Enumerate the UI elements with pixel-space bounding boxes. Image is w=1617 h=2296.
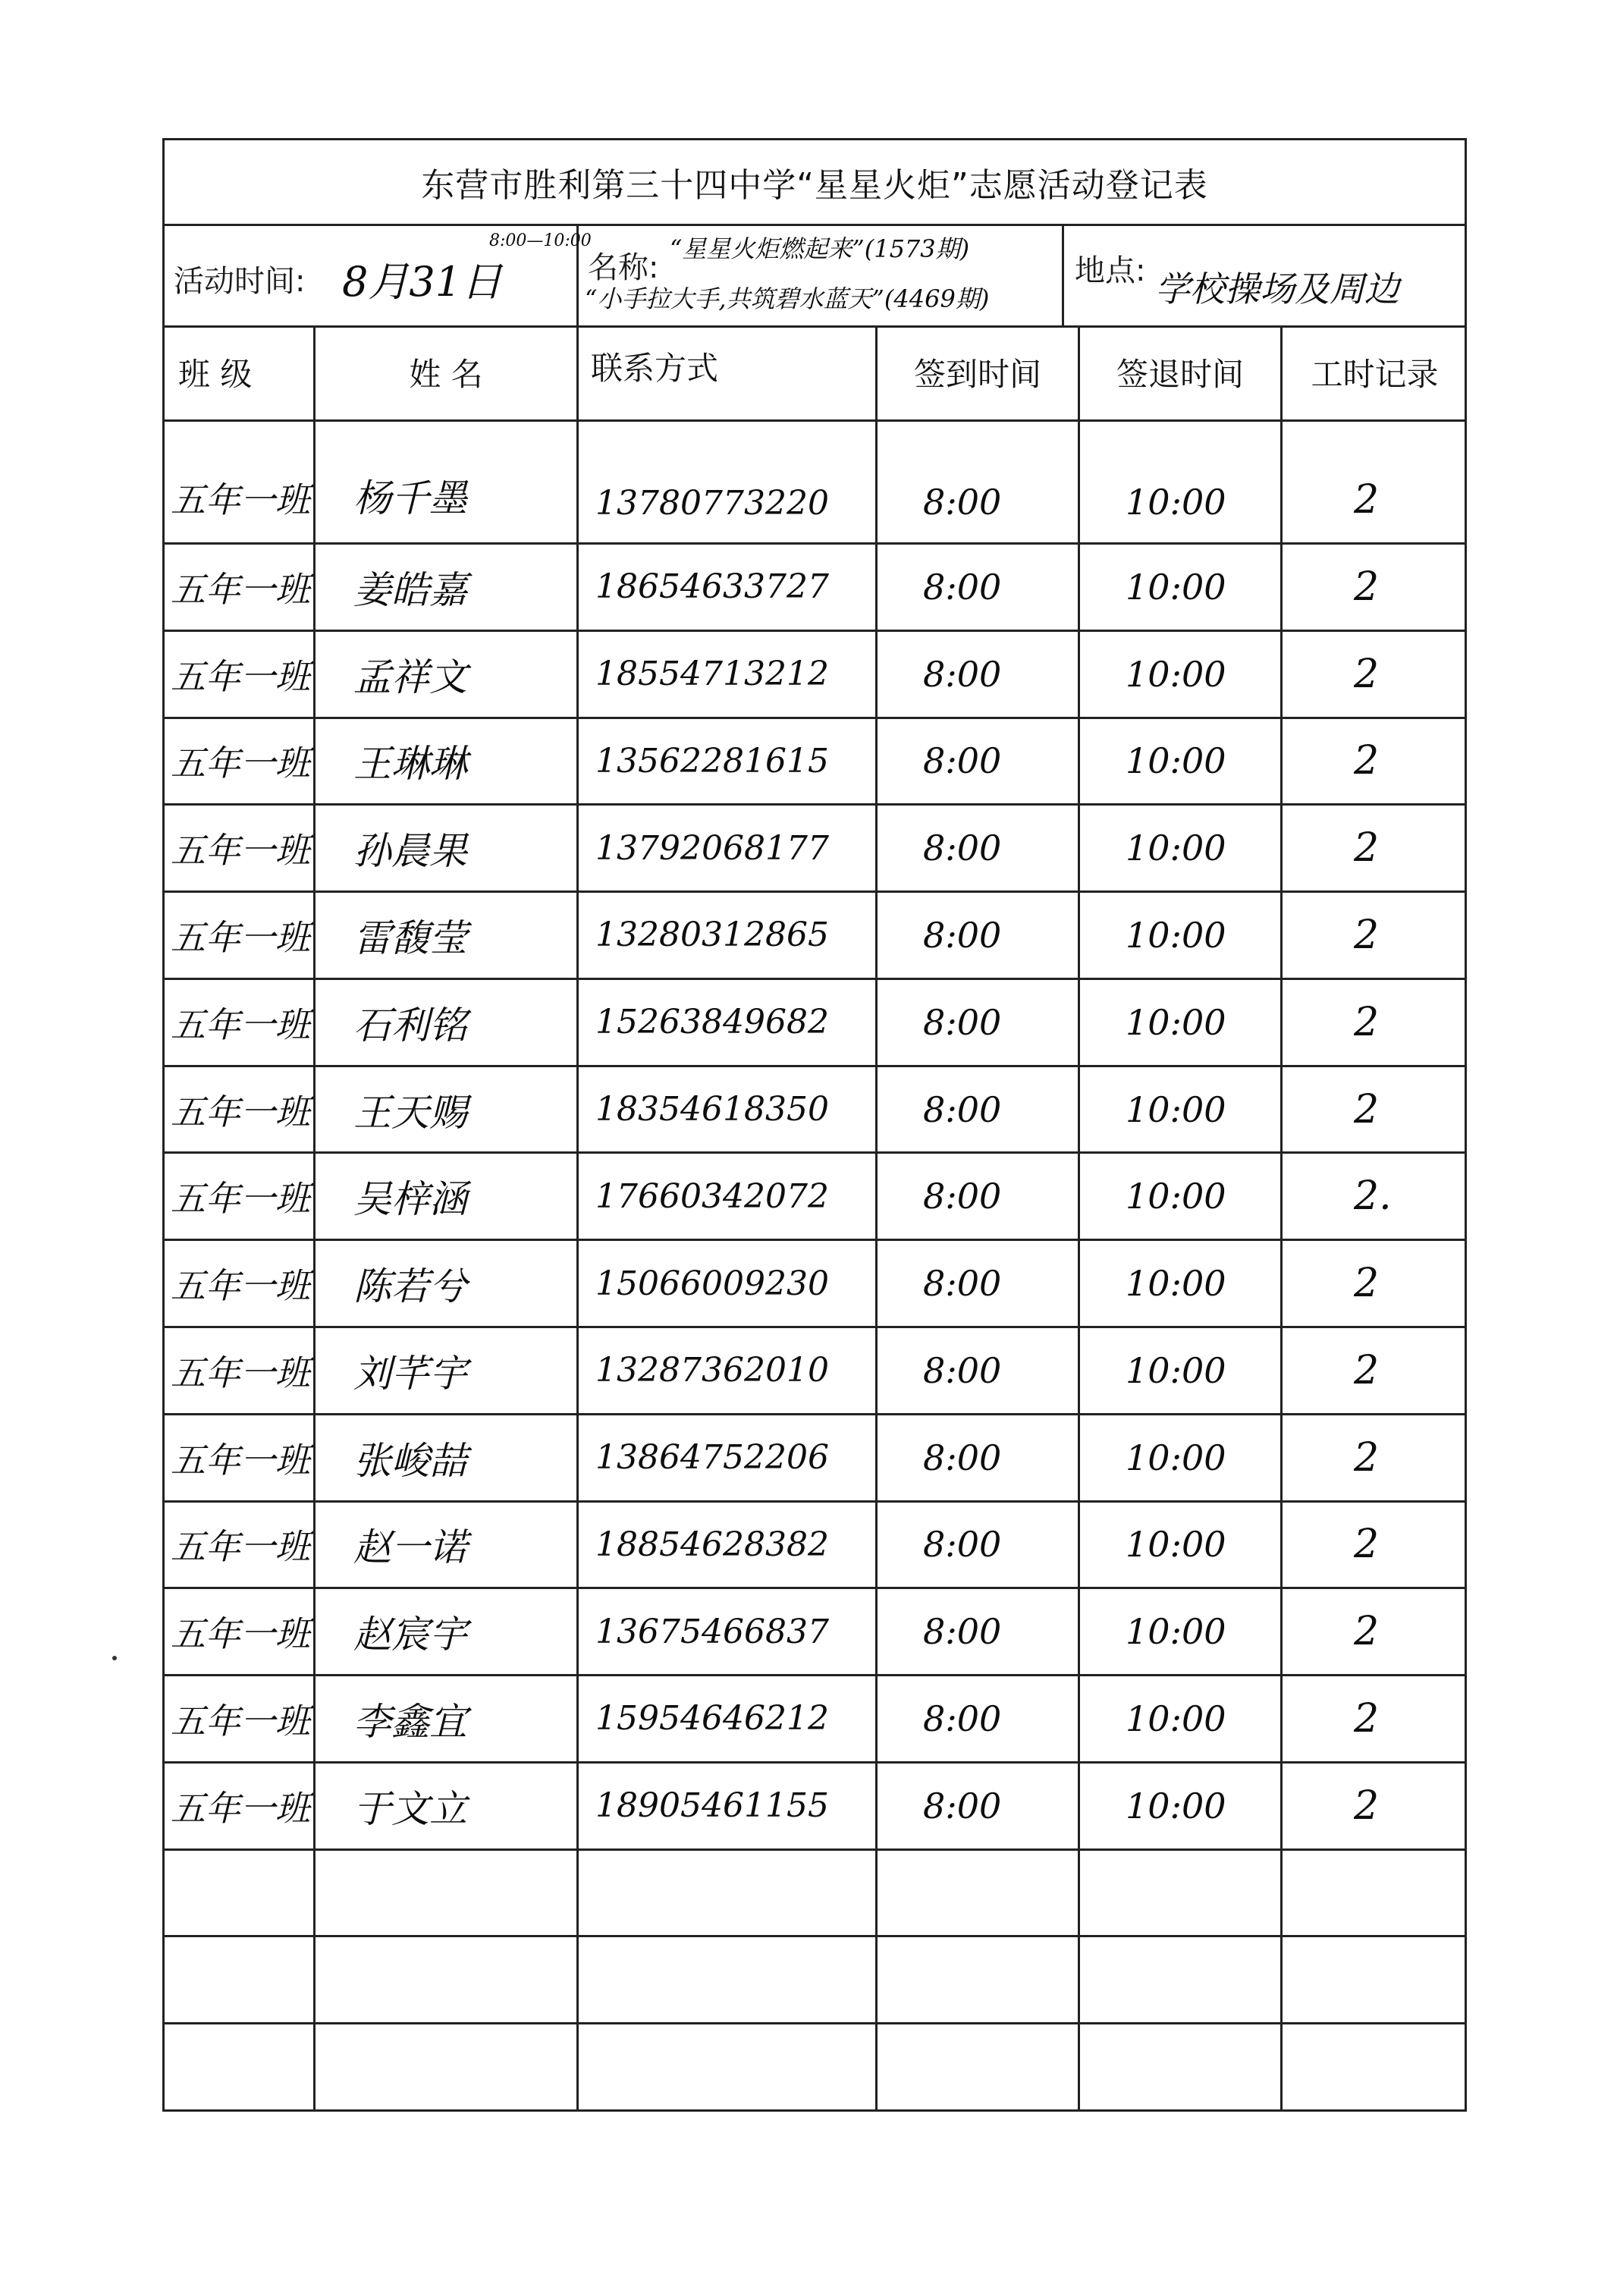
cell-sign-out: 10:00	[1126, 1263, 1226, 1305]
empty-row	[165, 1937, 1465, 2024]
cell-sign-in: 8:00	[923, 914, 1002, 956]
cell-sign-in: 8:00	[923, 1001, 1002, 1043]
cell-class: 五年一班	[171, 916, 310, 958]
cell-class: 五年一班	[171, 1700, 310, 1742]
cell-sign-out: 10:00	[1126, 828, 1226, 869]
cell-class: 五年一班	[171, 1439, 310, 1481]
table-row	[165, 806, 1465, 893]
table-row	[165, 419, 1465, 545]
stray-mark	[112, 1656, 117, 1660]
header-sign-in: 签到时间	[878, 325, 1080, 419]
cell-phone: 18654633727	[595, 567, 829, 607]
cell-sign-in: 8:00	[923, 740, 1002, 782]
cell-class: 五年一班	[171, 1787, 310, 1829]
activity-time-label: 活动时间:	[174, 264, 306, 299]
cell-class: 五年一班	[171, 1613, 310, 1655]
activity-info-row	[165, 224, 1465, 328]
cell-hours: 2	[1354, 1347, 1380, 1393]
activity-name-cell	[579, 224, 1064, 325]
cell-hours: 2	[1354, 1261, 1380, 1307]
header-class: 班 级	[165, 325, 316, 419]
cell-sign-out: 10:00	[1126, 1437, 1226, 1478]
cell-sign-out: 10:00	[1126, 1611, 1226, 1653]
cell-name: 吴梓涵	[353, 1177, 467, 1222]
activity-time-cell	[165, 224, 592, 325]
cell-name: 孙晨果	[353, 829, 467, 874]
table-row	[165, 893, 1465, 980]
cell-phone: 13864752206	[595, 1438, 829, 1478]
table-row	[165, 719, 1465, 806]
header-contact: 联系方式	[579, 325, 878, 419]
cell-name: 张峻喆	[353, 1438, 467, 1483]
table-row	[165, 1764, 1465, 1851]
activity-time-range: 8:00—10:00	[489, 231, 592, 250]
table-row	[165, 1154, 1465, 1241]
cell-hours: 2	[1354, 1522, 1380, 1568]
cell-sign-out: 10:00	[1126, 566, 1226, 608]
cell-class: 五年一班	[171, 655, 310, 697]
table-row	[165, 1415, 1465, 1503]
cell-sign-in: 8:00	[923, 1524, 1002, 1566]
cell-sign-in: 8:00	[923, 1785, 1002, 1826]
form-title: 东营市胜利第三十四中学“星星火炬”志愿活动登记表	[165, 140, 1465, 226]
table-row	[165, 545, 1465, 632]
cell-name: 杨千墨	[353, 476, 467, 520]
cell-phone: 13792068177	[595, 828, 829, 868]
table-body	[165, 419, 1465, 2112]
cell-phone: 13280312865	[595, 916, 829, 955]
cell-hours: 2	[1354, 1086, 1380, 1132]
cell-name: 石利铭	[353, 1003, 467, 1047]
cell-phone: 18354618350	[595, 1090, 829, 1129]
location-label: 地点:	[1075, 253, 1146, 288]
table-row	[165, 1503, 1465, 1590]
table-header	[165, 325, 1465, 422]
cell-sign-in: 8:00	[923, 566, 1002, 608]
empty-row	[165, 2024, 1465, 2112]
cell-hours: 2	[1354, 651, 1380, 697]
activity-name-label: 名称:	[588, 250, 659, 285]
cell-phone: 18854628382	[595, 1525, 829, 1564]
cell-name: 赵一诺	[353, 1525, 467, 1570]
cell-hours: 2	[1354, 564, 1380, 610]
table-row	[165, 1067, 1465, 1154]
cell-phone: 13780773220	[595, 484, 829, 523]
cell-sign-out: 10:00	[1126, 482, 1226, 523]
cell-name: 姜皓嘉	[353, 567, 467, 612]
cell-name: 赵宸宇	[353, 1613, 467, 1657]
cell-sign-out: 10:00	[1126, 914, 1226, 956]
cell-class: 五年一班	[171, 479, 310, 520]
cell-name: 于文立	[353, 1786, 467, 1831]
cell-sign-in: 8:00	[923, 1088, 1002, 1130]
cell-name: 刘芊宇	[353, 1351, 467, 1396]
cell-phone: 18554713212	[595, 655, 829, 694]
cell-hours: 2	[1354, 912, 1380, 958]
cell-hours: 2	[1354, 738, 1380, 784]
cell-name: 王天赐	[353, 1090, 467, 1135]
header-hours: 工时记录	[1311, 356, 1439, 393]
cell-class: 五年一班	[171, 1091, 310, 1132]
cell-sign-in: 8:00	[923, 1698, 1002, 1739]
cell-phone: 13287362010	[595, 1351, 829, 1390]
registration-form	[162, 138, 1467, 2112]
cell-name: 陈若兮	[353, 1264, 467, 1309]
cell-class: 五年一班	[171, 1526, 310, 1568]
cell-hours: 2	[1354, 1434, 1380, 1481]
cell-sign-out: 10:00	[1126, 1524, 1226, 1566]
cell-sign-in: 8:00	[923, 1349, 1002, 1391]
cell-name: 王琳琳	[353, 742, 467, 787]
cell-hours: 2	[1354, 1695, 1380, 1742]
empty-row	[165, 1851, 1465, 1938]
cell-hours: 2	[1354, 1609, 1380, 1655]
cell-sign-out: 10:00	[1126, 1176, 1226, 1217]
table-row	[165, 980, 1465, 1067]
table-row	[165, 1241, 1465, 1328]
cell-class: 五年一班	[171, 1352, 310, 1393]
cell-name: 李鑫宜	[353, 1699, 467, 1744]
cell-sign-out: 10:00	[1126, 1698, 1226, 1739]
cell-class: 五年一班	[171, 1178, 310, 1220]
cell-phone: 13562281615	[595, 741, 829, 781]
cell-phone: 15066009230	[595, 1264, 829, 1303]
cell-sign-out: 10:00	[1126, 653, 1226, 695]
cell-sign-out: 10:00	[1126, 1349, 1226, 1391]
cell-hours: 2.	[1354, 1173, 1392, 1220]
cell-class: 五年一班	[171, 568, 310, 610]
cell-class: 五年一班	[171, 1004, 310, 1045]
cell-sign-out: 10:00	[1126, 740, 1226, 782]
cell-sign-in: 8:00	[923, 828, 1002, 869]
cell-phone: 13675466837	[595, 1612, 829, 1651]
activity-date: 8月31日	[342, 258, 503, 306]
header-name: 姓 名	[316, 325, 579, 419]
cell-class: 五年一班	[171, 1265, 310, 1307]
header-sign-out: 签退时间	[1080, 325, 1283, 419]
table-row	[165, 1676, 1465, 1764]
activity-name-line1: “星星火炬燃起来”(1573期)	[670, 234, 970, 263]
cell-sign-out: 10:00	[1126, 1785, 1226, 1826]
cell-sign-in: 8:00	[923, 482, 1002, 523]
table-row	[165, 1328, 1465, 1415]
cell-phone: 18905461155	[595, 1786, 829, 1826]
cell-sign-in: 8:00	[923, 653, 1002, 695]
cell-sign-out: 10:00	[1126, 1088, 1226, 1130]
cell-sign-in: 8:00	[923, 1176, 1002, 1217]
cell-hours: 2	[1354, 825, 1380, 872]
cell-phone: 17660342072	[595, 1176, 829, 1216]
cell-sign-out: 10:00	[1126, 1001, 1226, 1043]
cell-class: 五年一班	[171, 830, 310, 872]
cell-phone: 15263849682	[595, 1003, 829, 1042]
location-value: 学校操场及周边	[1155, 269, 1399, 309]
cell-sign-in: 8:00	[923, 1437, 1002, 1478]
cell-phone: 15954646212	[595, 1699, 829, 1738]
table-row	[165, 632, 1465, 719]
activity-name-line2: “小手拉大手,共筑碧水蓝天”(4469期)	[585, 284, 990, 313]
cell-hours: 2	[1354, 1782, 1380, 1829]
cell-hours: 2	[1354, 477, 1380, 523]
location-cell	[1064, 224, 1467, 325]
table-row	[165, 1589, 1465, 1676]
cell-hours: 2	[1354, 999, 1380, 1045]
cell-sign-in: 8:00	[923, 1263, 1002, 1305]
cell-name: 雷馥莹	[353, 916, 467, 960]
cell-name: 孟祥文	[353, 655, 467, 699]
cell-class: 五年一班	[171, 743, 310, 784]
cell-sign-in: 8:00	[923, 1611, 1002, 1653]
